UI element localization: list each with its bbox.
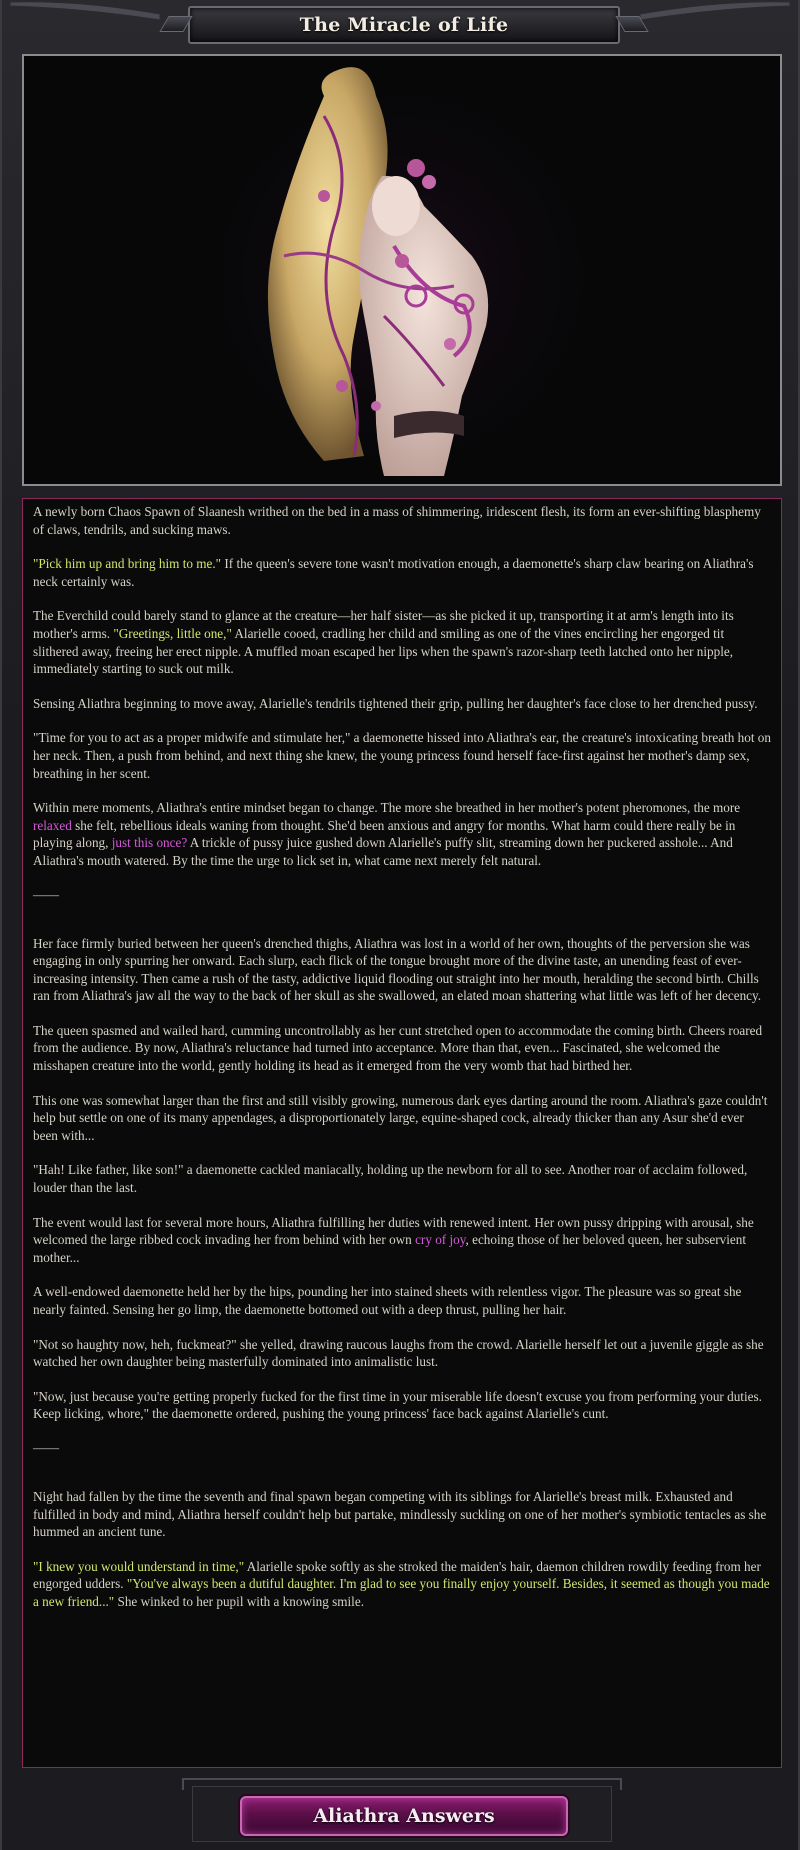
story-paragraph: Sensing Aliathra beginning to move away, Alarielle's tendrils tightened their grip, pulling her daughter's face close to her drenched pussy. — [33, 695, 758, 711]
story-paragraph: "Not so haughty now, heh, fuckmeat?" she yelled, drawing raucous laughs from the crowd. Alarielle herself let out a juvenile giggle as she watched her own daughter being masterfully dominated into animalistic lust. — [33, 1336, 764, 1370]
story-paragraph: "Now, just because you're getting properly fucked for the first time in your miserable life doesn't excuse you from performing your duties. Keep licking, whore," the daemonette ordered, pushing the young princess' face back against Alarielle's cunt. — [33, 1388, 762, 1422]
story-paragraph: Within mere moments, Aliathra's entire mindset began to change. The more she breathed in her mother's potent pheromones, the more relaxed she felt, rebellious ideals waning from thought. She'd been anxious and angry for months. What harm could there really be in playing along, just this once? A trickle of pussy juice gushed down Alarielle's puffy slit, streaming down her puckered asshole... And Aliathra's mouth watered. By the time the urge to lick set in, what came next merely felt natural. — [33, 800, 741, 868]
left-horn-ornament-icon — [10, 0, 160, 22]
section-separator: —— — [33, 1439, 59, 1455]
event-image-panel — [22, 54, 782, 486]
story-paragraph: "I knew you would understand in time," Alarielle spoke softly as she stroked the maiden's hair, daemon children rowdily feeding from her engorged udders. "You've always been a dutiful daughter. I'm glad to see you finally enjoy yourself. Besides, it seemed as though you made a new friend..." She winked to her pupil with a knowing smile. — [33, 1558, 770, 1609]
story-paragraph: Night had fallen by the time the seventh and final spawn began competing with its siblings for Alarielle's breast milk. Exhausted and fulfilled in body and mind, Aliathra herself couldn't help but partake, mindlessly suckling on one of her mother's symbiotic tentacles as she hummed an ancient tune. — [33, 1488, 767, 1540]
dialogue-quote: "Pick him up and bring him to me." — [33, 556, 222, 572]
story-paragraph: A newly born Chaos Spawn of Slaanesh writhed on the bed in a mass of shimmering, iridescent flesh, its form an ever-shifting blasphemy of claws, tendrils, and sucking maws. — [33, 504, 761, 537]
story-paragraph: "Pick him up and bring him to me." If the queen's severe tone wasn't motivation enough, a daemonette's sharp claw bearing on Aliathra's neck certainly was. — [33, 556, 754, 589]
action-bar — [182, 1776, 622, 1842]
dialogue-quote: "Greetings, little one," — [113, 625, 232, 641]
highlight-keyword: cry of joy — [415, 1232, 466, 1248]
dialogue-quote: "You've always been a dutiful daughter. I'm glad to see you finally enjoy yourself. Besides, it seemed as though you made a new friend..." — [33, 1576, 770, 1609]
story-text-panel — [22, 498, 782, 1768]
dialogue-quote: "I knew you would understand in time," — [33, 1558, 245, 1574]
event-illustration — [24, 56, 780, 484]
aliathra-answers-button[interactable]: Aliathra Answers — [240, 1796, 568, 1836]
story-paragraph: Her face firmly buried between her queen's drenched thighs, Aliathra was lost in a world of her own, thoughts of the perversion she was engaging in only spurring her onward. Each slurp, each flick of the tongue brought more of the divine taste, an unending feast of ever-increasing intensity. Then came a rush of the tasty, addictive liquid flooding out straight into her mouth, heralding the second birth. Chills ran from Aliathra's jaw all the way to the back of her skull as she swallowed, an elated moan shattering what little was left of her decency. — [33, 935, 762, 1004]
right-horn-ornament-icon — [640, 0, 790, 22]
window-title: The Miracle of Life — [299, 14, 509, 36]
highlight-keyword: just this once? — [111, 835, 188, 851]
story-paragraph: The Everchild could barely stand to glance at the creature—her half sister—as she picked it up, transporting it at arm's length into its mother's arms. "Greetings, little one," Alarielle cooed, cradling her child and smiling as one of the vines encircling her engorged tit slithered away, freeing her erect nipple. A muffled moan escaped her lips when the spawn's razor-sharp teeth latched onto her nipple, immediately starting to suck out milk. — [33, 608, 734, 677]
story-paragraph: A well-endowed daemonette held her by the hips, pounding her into stained sheets with relentless vigor. The pleasure was so great she nearly fainted. Sensing her go limp, the daemonette bottomed out with a deep thrust, pulling her hair. — [33, 1284, 742, 1317]
story-paragraph: "Hah! Like father, like son!" a daemonette cackled maniacally, holding up the newborn for all to see. Another roar of acclaim followed, louder than the last. — [33, 1162, 748, 1196]
story-paragraph: "Time for you to act as a proper midwife and stimulate her," a daemonette hissed into Aliathra's ear, the creature's intoxicating breath hot on her neck. Then, a push from behind, and next thing she knew, the young princess found herself face-first against her mother's damp sex, breathing in her scent. — [33, 730, 771, 781]
section-separator: —— — [33, 886, 59, 902]
highlight-keyword: relaxed — [33, 817, 72, 833]
story-paragraph: This one was somewhat larger than the first and still visibly growing, numerous dark eyes darting around the room. Aliathra's gaze couldn't help but settle on one of its many appendages, a disproportionately large, equine-shaped cock, already thicker than any Asur she'd ever been with... — [33, 1092, 768, 1143]
title-bar — [188, 6, 620, 44]
story-paragraph: The event would last for several more hours, Aliathra fulfilling her duties with renewed intent. Her own pussy dripping with arousal, she welcomed the large ribbed cock invading her from behind with her own cry of joy, echoing those of her beloved queen, her subservient mother... — [33, 1214, 754, 1265]
story-paragraph: The queen spasmed and wailed hard, cumming uncontrollably as her cunt stretched open to accommodate the coming birth. Cheers roared from the audience. By now, Aliathra's reluctance had turned into acceptance. More than that, even... Fascinated, she welcomed the misshapen creature into the world, gently holding its head as it emerged from the very womb that had birthed her. — [33, 1022, 763, 1074]
